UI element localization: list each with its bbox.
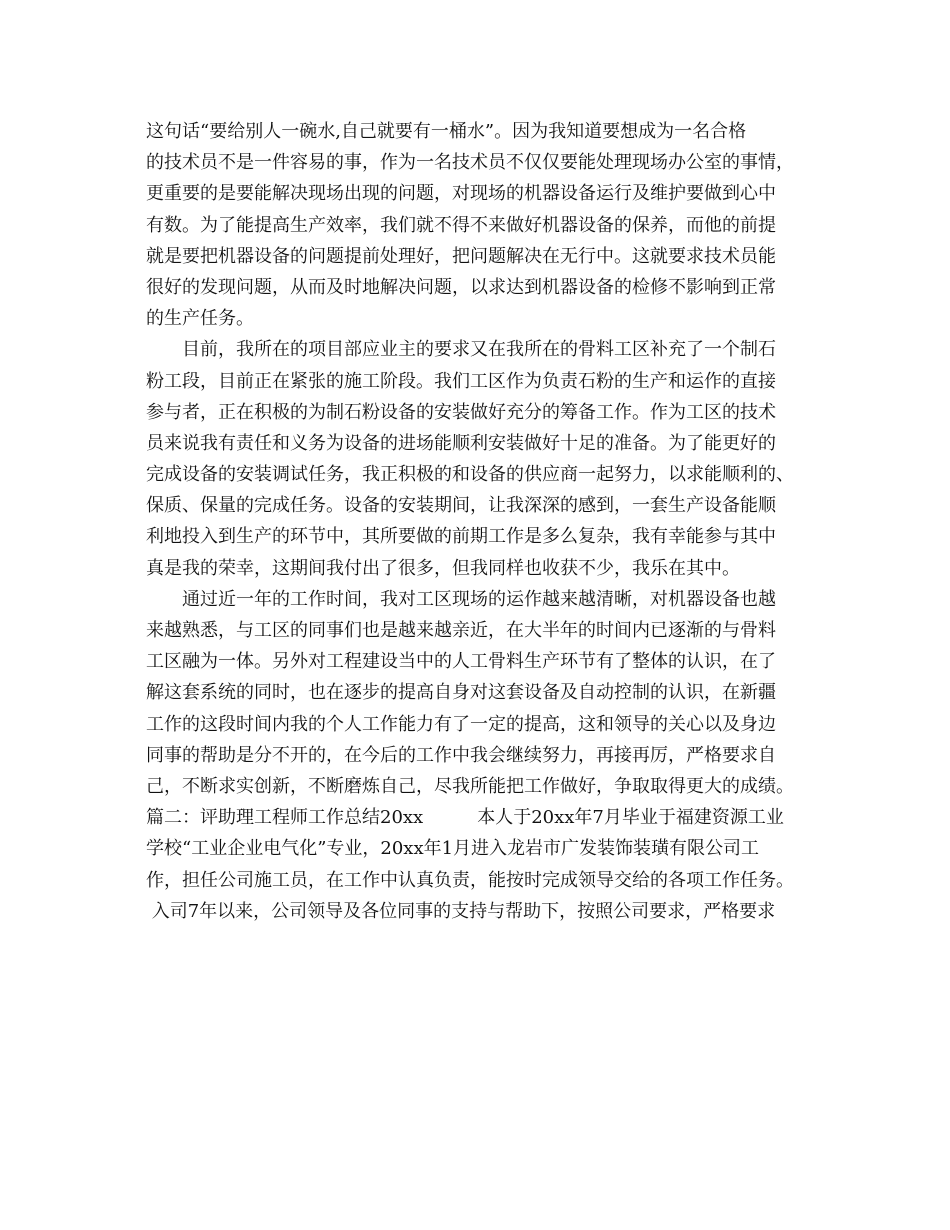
body-text	[146, 116, 816, 927]
text-line: 来越熟悉，与工区的同事们也是越来越亲近，在大半年的时间内已逐渐的与骨料	[146, 620, 776, 641]
text-line: 真是我的荣幸，这期间我付出了很多，但我同样也收获不少，我乐在其中。	[146, 557, 740, 579]
text-line: 己，不断求实创新，不断磨炼自己，尽我所能把工作做好，争取取得更大的成绩。	[146, 775, 794, 797]
text-line: 有数。为了能提高生产效率，我们就不得不来做好机器设备的保养，而他的前提	[146, 214, 776, 236]
text-line: 学校“工业企业电气化”专业，20xx年1月进入龙岩市广发装饰装璜有限公司工	[146, 838, 760, 860]
text-line: 的生产任务。	[146, 308, 254, 330]
text-line: 很好的发现问题，从而及时地解决问题，以求达到机器设备的检修不影响到正常	[146, 276, 776, 298]
text-line: 解这套系统的同时，也在逐步的提高自身对这套设备及自动控制的认识，在新疆	[146, 682, 776, 704]
text-line: 同事的帮助是分不开的，在今后的工作中我会继续努力，再接再厉，严格要求自	[146, 744, 776, 766]
text-line: 通过近一年的工作时间，我对工区现场的运作越来越清晰，对机器设备也越	[146, 588, 776, 610]
text-line: 这句话“要给别人一碗水,自己就要有一桶水”。因为我知道要想成为一名合格	[146, 121, 747, 142]
text-line: 工作的这段时间内我的个人工作能力有了一定的提高，这和领导的关心以及身边	[146, 713, 776, 735]
text-line: 作，担任公司施工员，在工作中认真负责，能按时完成领导交给的各项工作任务。	[146, 869, 794, 891]
text-line: 篇二：评助理工程师工作总结20xx 本人于20xx年7月毕业于福建资源工业	[146, 807, 784, 829]
text-line: 的技术员不是一件容易的事，作为一名技术员不仅仅要能处理现场办公室的事情，	[146, 152, 794, 174]
text-line: 粉工段，目前正在紧张的施工阶段。我们工区作为负责石粉的生产和运作的直接	[146, 370, 776, 392]
text-line: 员来说我有责任和义务为设备的进场能顺利安装做好十足的准备。为了能更好的	[146, 432, 776, 454]
text-line: 工区融为一体。另外对工程建设当中的人工骨料生产环节有了整体的认识，在了	[146, 651, 776, 673]
text-line: 就是要把机器设备的问题提前处理好，把问题解决在无行中。这就要求技术员能	[146, 245, 776, 267]
text-line: 保质、保量的完成任务。设备的安装期间，让我深深的感到，一套生产设备能顺	[146, 495, 776, 517]
text-line: 完成设备的安装调试任务，我正积极的和设备的供应商一起努力，以求能顺利的、	[146, 464, 794, 486]
text-line: 目前，我所在的项目部应业主的要求又在我所在的骨料工区补充了一个制石	[146, 339, 776, 361]
text-line: 利地投入到生产的环节中，其所要做的前期工作是多么复杂，我有幸能参与其中	[146, 526, 776, 548]
text-line: 参与者，正在积极的为制石粉设备的安装做好充分的筹备工作。作为工区的技术	[146, 401, 776, 423]
text-line: 更重要的是要能解决现场出现的问题，对现场的机器设备运行及维护要做到心中	[146, 183, 776, 205]
text-line: 入司7年以来，公司领导及各位同事的支持与帮助下，按照公司要求，严格要求	[146, 900, 776, 922]
